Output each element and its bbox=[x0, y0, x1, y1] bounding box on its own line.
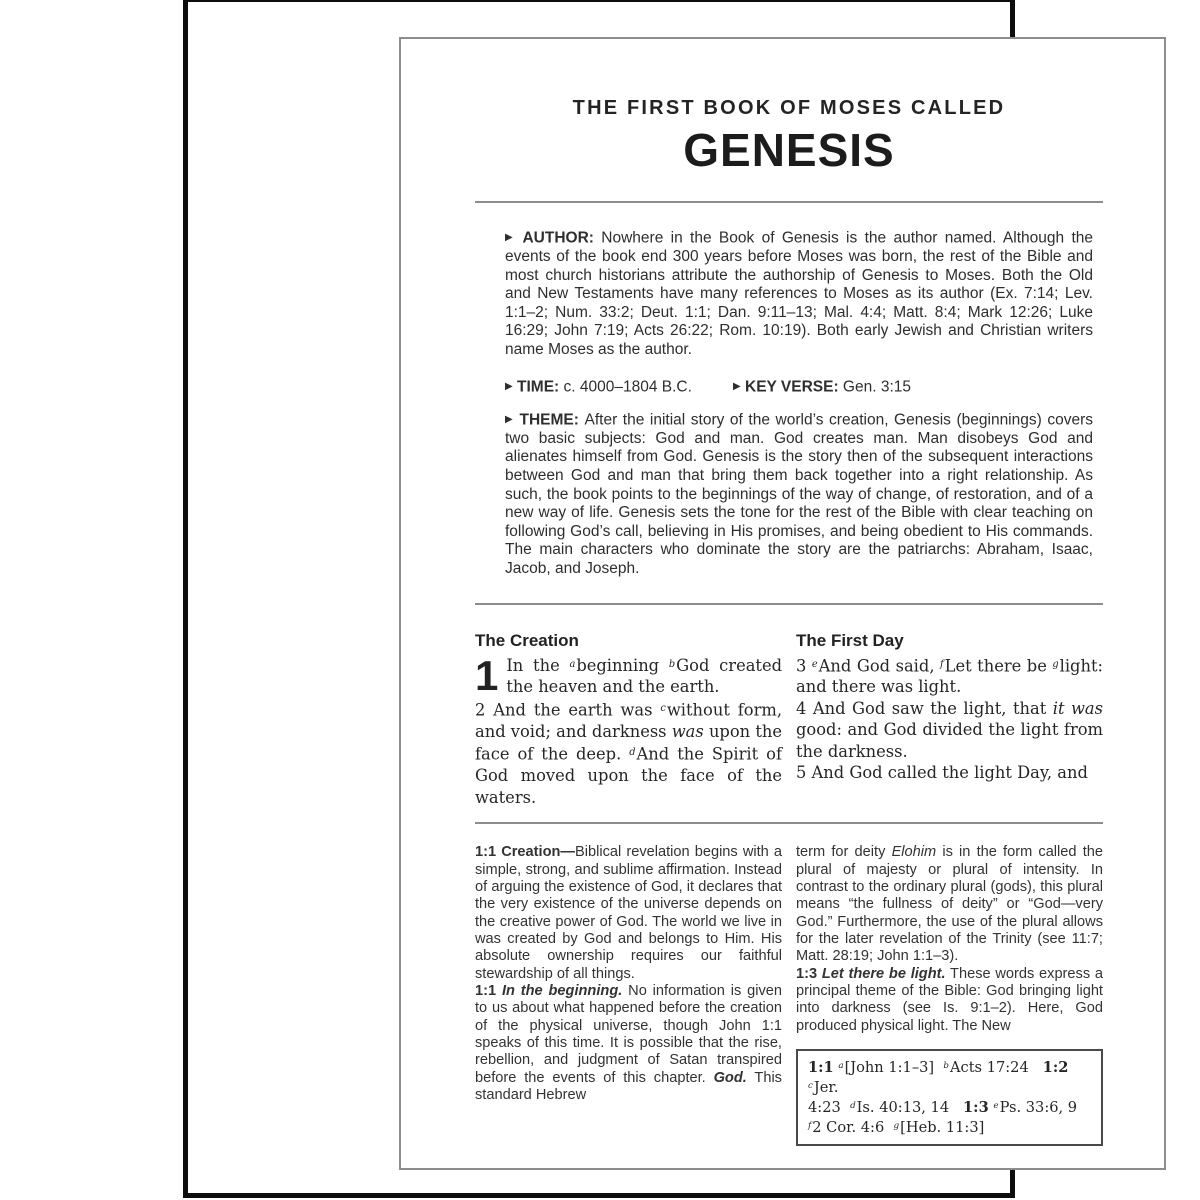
divider-middle bbox=[475, 603, 1103, 605]
divider-top bbox=[475, 201, 1103, 203]
verse-2: 2 And the earth was $^c$without form, and void; and darkness was upon the face of the deep. $^d$And the Spirit of God moved upon the face of the waters. bbox=[475, 700, 783, 807]
intro-author-paragraph: ▶ AUTHOR: Nowhere in the Book of Genesis is the author named. Although the events of the book end 300 years before Moses was born, the rest of the Bible and most church historians attribute the authorship of Genesis to Moses. Both the Old and New Testaments have many references to Moses as its author (Ex. 7:14; Lev. 1:1–2; Num. 33:2; Deut. 1:1; Dan. 9:11–13; Mal. 4:4; Matt. 8:4; Mark 12:26; Luke 16:29; John 7:19; Acts 26:22; Rom. 10:19). Both early Jewish and Christian writers name Moses as the author. bbox=[505, 229, 1093, 359]
verse-5: 5 And God called the light Day, and bbox=[796, 763, 1088, 783]
bible-page-border bbox=[399, 37, 1166, 1170]
commentary-note-1-1-beginning: 1:1 In the beginning. No information is given to us about what happened before the creation of the physical universe, though John 1:1 speaks of this time. It is possible that the rise, rebellion, and judgment of Satan transpired before the events of this chapter. God. This standard Hebrew bbox=[475, 983, 782, 1104]
chapter-drop-cap: 1 bbox=[475, 651, 499, 699]
intro-time: ▶ TIME: c. 4000–1804 B.C. bbox=[505, 378, 692, 396]
intro-theme-paragraph: ▶ THEME: After the initial story of the world’s creation, Genesis (beginnings) covers two basic subjects: God and man. God creates man. Man disobeys God and alienates himself from God. Genesis is the story then of the subsequent interactions between God and man that bring them back together into a right relationship. As such, the book points to the beginnings of the way of change, of restoration, and of a new way of life. Genesis sets the tone for the rest of the Bible with clear teaching on following God’s call, believing in His promises, and being obedient to His commands. The main characters who dominate the story are the patriarchs: Abraham, Isaac, Jacob, and Joseph. bbox=[505, 411, 1093, 577]
commentary-left-column bbox=[475, 844, 782, 1146]
cross-reference-line: 4:23 $^d$Is. 40:13, 14 1:3 $^e$Ps. 33:6, 9 bbox=[808, 1098, 1078, 1116]
section-heading-creation: The Creation bbox=[475, 630, 579, 650]
page-frame bbox=[183, 0, 1103, 1198]
book-title: GENESIS bbox=[683, 124, 895, 176]
book-kicker: THE FIRST BOOK OF MOSES CALLED bbox=[572, 97, 1006, 119]
divider-bottom bbox=[475, 822, 1103, 824]
scripture-left-column bbox=[475, 631, 782, 809]
commentary-right-column bbox=[796, 844, 1103, 1146]
book-intro bbox=[505, 229, 1093, 579]
cross-reference-box bbox=[796, 1049, 1103, 1146]
verse-4: 4 And God saw the light, that it was good: and God divided the light from the darkness. bbox=[796, 698, 1103, 761]
page-content bbox=[401, 39, 1164, 1146]
intro-time-keyverse-row bbox=[505, 378, 1093, 397]
verse-1 bbox=[475, 651, 783, 699]
section-heading-first-day: The First Day bbox=[796, 630, 904, 650]
scripture-section bbox=[475, 631, 1103, 809]
verse-3: 3 $^e$And God said, $^f$Let there be $^g$light: and there was light. bbox=[796, 655, 1103, 697]
commentary-note-1-1-creation: 1:1 Creation—Biblical revelation begins with a simple, strong, and sublime affirmation. Instead of arguing the existence of God, it declares that the very existence of the universe depends on the creative power of God. The world we live in was created by God and belongs to Him. His absolute ownership requires our faithful stewardship of all things. bbox=[475, 844, 783, 982]
commentary-note-1-3-light: 1:3 Let there be light. These words express a principal theme of the Bible: God bringing light into darkness (see Is. 9:1–2). Here, God produced physical light. The New bbox=[796, 965, 1103, 1034]
scripture-right-column bbox=[796, 631, 1103, 809]
verse-1-text: In the $^a$beginning $^b$God created the heaven and the earth. bbox=[506, 655, 783, 697]
intro-key-verse: ▶ KEY VERSE: Gen. 3:15 bbox=[733, 378, 911, 396]
commentary-continuation: term for deity Elohim is in the form called the plural of majesty or plural of intensity. In contrast to the ordinary plural (gods), this plural means “the fullness of deity” or “God—very God.” Furthermore, the use of the plural allows for the later revelation of the Trinity (see 11:7; Matt. 28:19; John 1:1–3). bbox=[796, 844, 1103, 965]
commentary-section bbox=[475, 844, 1103, 1146]
cross-reference-line: 1:1 $^a$[John 1:1–3] $^b$Acts 17:24 1:2 $^c$Jer. bbox=[808, 1058, 1069, 1096]
cross-reference-line: $^f$2 Cor. 4:6 $^g$[Heb. 11:3] bbox=[808, 1118, 985, 1136]
